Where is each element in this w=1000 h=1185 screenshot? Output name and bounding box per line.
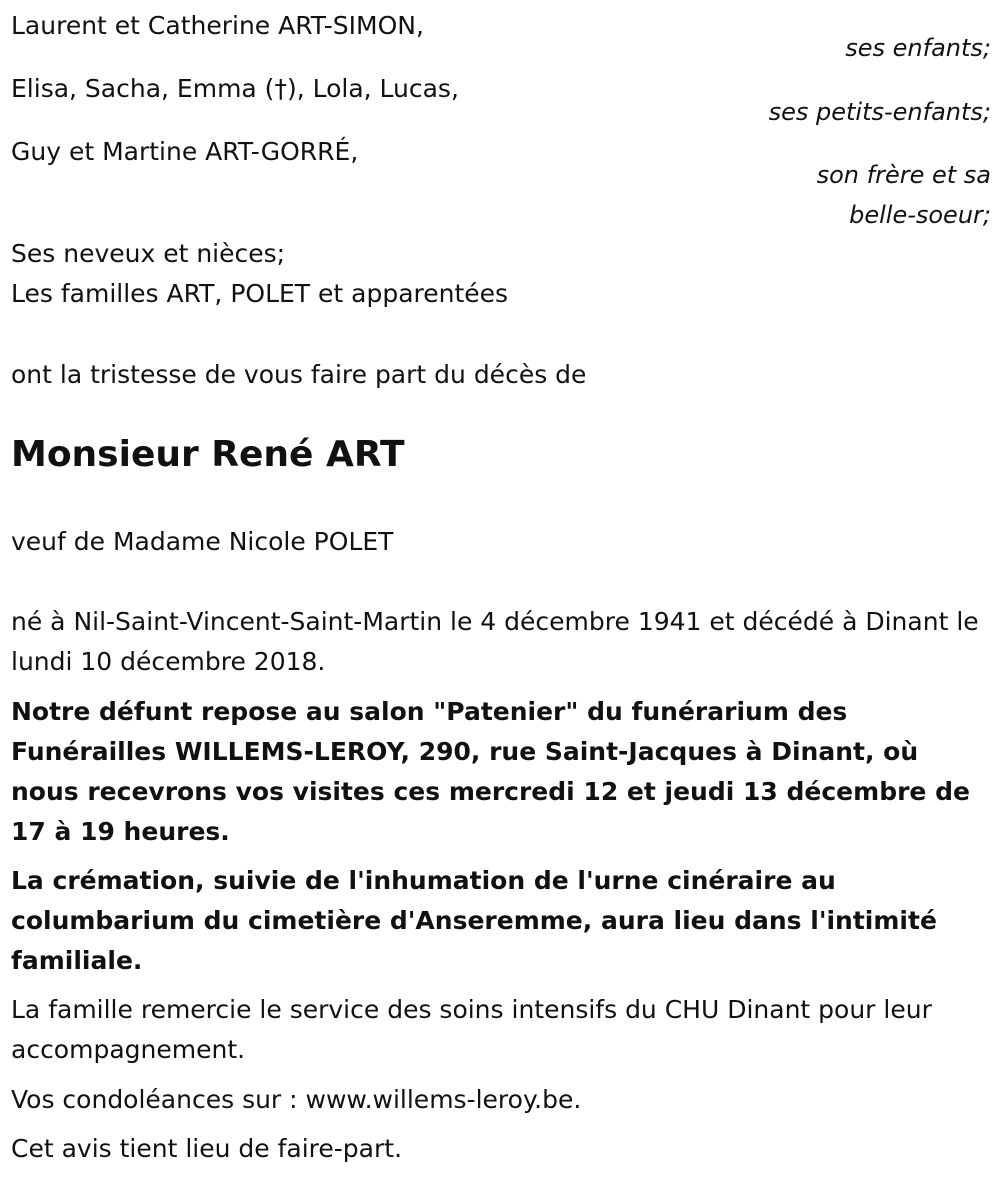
thanks-text: La famille remercie le service des soins intensifs du CHU Dinant pour leur accompagnement. [11, 995, 932, 1064]
children-role: ses enfants; [845, 34, 991, 62]
notice-text: Cet avis tient lieu de faire-part. [11, 1134, 403, 1163]
children-names: Laurent et Catherine ART-SIMON, [11, 11, 424, 40]
sibling-names: Guy et Martine ART-GORRÉ, [11, 137, 359, 166]
deceased-name: Monsieur René ART [11, 434, 405, 475]
cremation-info: La crémation, suivie de l'inhumation de l'urne cinéraire au columbarium du cimetière d'Anseremme, aura lieu dans l'intimité familiale. [11, 866, 937, 975]
condolences-text: Vos condoléances sur : www.willems-leroy.be. [11, 1085, 582, 1114]
extended-families: Les familles ART, POLET et apparentées [11, 279, 509, 308]
announcement-text: ont la tristesse de vous faire part du décès de [11, 360, 587, 389]
sibling-role-line1: son frère et sa [816, 161, 991, 189]
visitation-info: Notre défunt repose au salon "Patenier" du funérarium des Funérailles WILLEMS-LEROY, 290, rue Saint-Jacques à Dinant, où nous recevrons vos visites ces mercredi 12 et jeudi 13 décembre de 17 à 19 heures. [11, 697, 970, 846]
grandchildren-role: ses petits-enfants; [768, 98, 991, 126]
nephews-nieces: Ses neveux et nièces; [11, 239, 286, 268]
birth-death-info: né à Nil-Saint-Vincent-Saint-Martin le 4 décembre 1941 et décédé à Dinant le lundi 10 décembre 2018. [11, 607, 979, 676]
sibling-role-line2: belle-soeur; [849, 201, 991, 229]
widow-of: veuf de Madame Nicole POLET [11, 527, 394, 556]
grandchildren-names: Elisa, Sacha, Emma (†), Lola, Lucas, [11, 74, 459, 103]
